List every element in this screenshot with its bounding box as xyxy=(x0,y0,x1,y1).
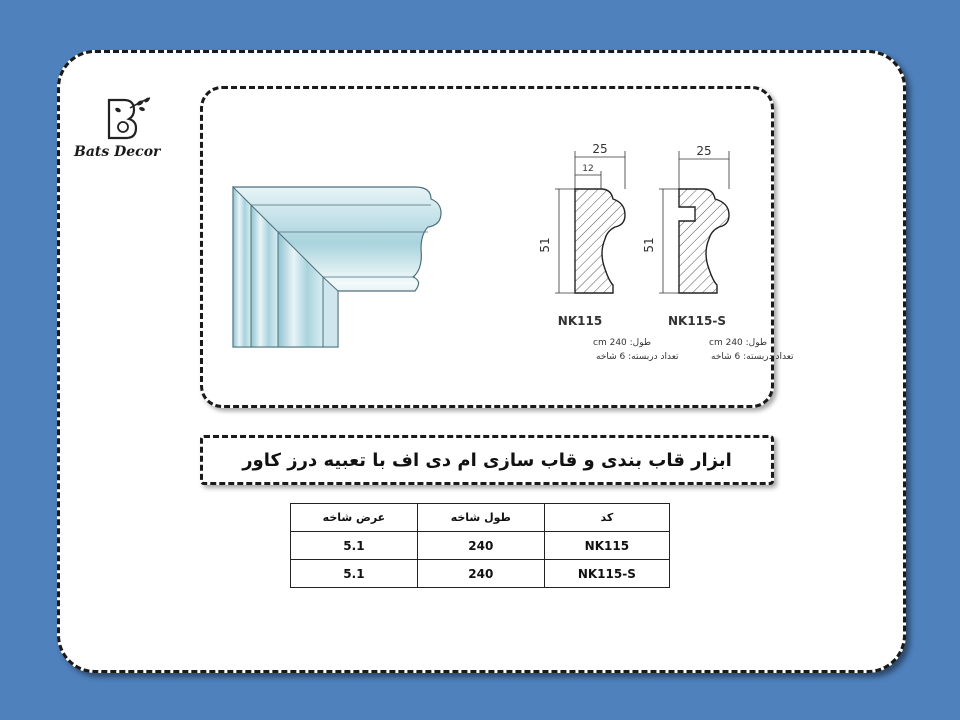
nk115s-width-label: 25 xyxy=(696,144,712,158)
product-drawing xyxy=(203,89,794,405)
nk115s-code-label: NK115-S xyxy=(667,314,727,328)
nk115-height-label: 51 xyxy=(538,237,552,253)
header-length: طول شاخه xyxy=(417,504,544,532)
header-width: عرض شاخه xyxy=(291,504,418,532)
molding-corner-illustration xyxy=(233,187,441,347)
nk115-inner-width-label: 12 xyxy=(582,164,594,174)
product-image-frame xyxy=(200,86,794,408)
profile-nk115-drawing xyxy=(538,142,679,362)
logo-emblem-icon xyxy=(74,94,184,144)
cell-length: 240 xyxy=(417,532,544,560)
cell-width: 5.1 xyxy=(291,532,418,560)
nk115-pack-label: تعداد دربسته: 6 شاخه xyxy=(596,352,679,362)
nk115-code-label: NK115 xyxy=(557,314,603,328)
nk115-width-label: 25 xyxy=(592,142,608,156)
table-header-row xyxy=(291,504,670,532)
header-code: کد xyxy=(544,504,669,532)
nk115s-height-label: 51 xyxy=(642,237,656,253)
cell-width: 5.1 xyxy=(291,560,418,588)
logo-brand-text: Bats Decor xyxy=(74,144,161,160)
nk115s-pack-label: تعداد دربسته: 6 شاخه xyxy=(711,352,794,362)
nk115s-length-label: طول: 240 cm xyxy=(709,338,768,348)
title-box xyxy=(200,435,774,485)
page-title: ابزار قاب بندی و قاب سازی ام دی اف با تعبیه درز کاور xyxy=(242,449,732,471)
nk115-length-label: طول: 240 cm xyxy=(593,338,652,348)
table-row xyxy=(291,560,670,588)
cell-length: 240 xyxy=(417,560,544,588)
cell-code: NK115-S xyxy=(544,560,669,588)
logo xyxy=(74,94,184,164)
table-row xyxy=(291,532,670,560)
profile-nk115s-drawing xyxy=(642,144,794,362)
specs-table xyxy=(290,503,670,588)
cell-code: NK115 xyxy=(544,532,669,560)
